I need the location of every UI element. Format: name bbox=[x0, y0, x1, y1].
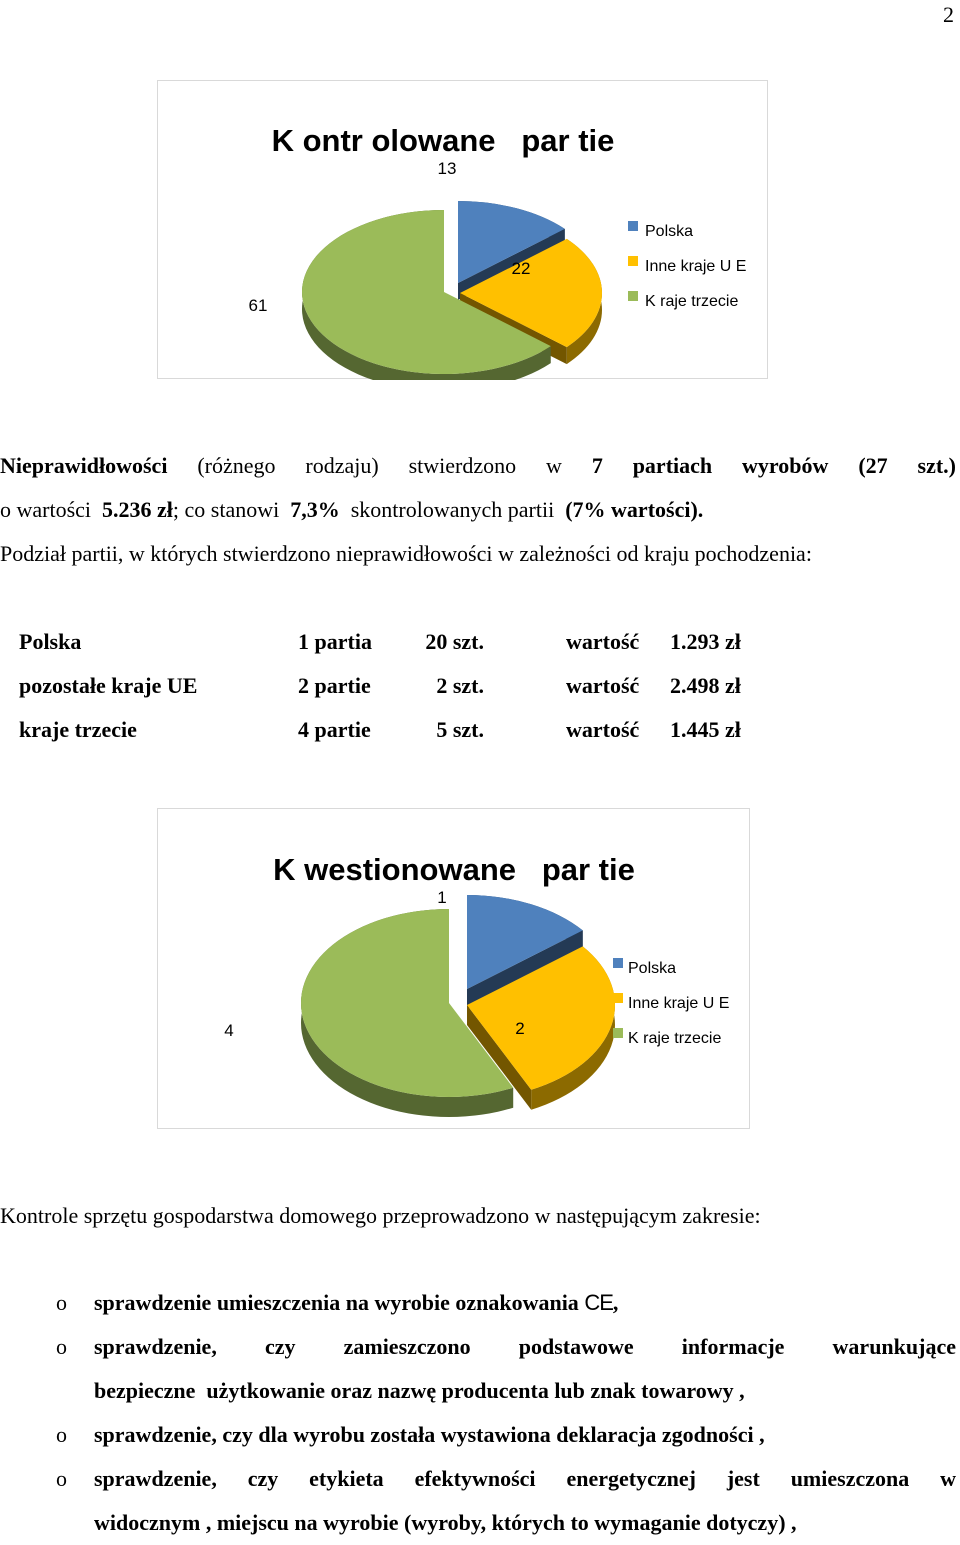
legend-label-kraje-trzecie: K raje trzecie bbox=[645, 293, 739, 310]
legend-label-inne-kraje-ue: Inne kraje U E bbox=[645, 258, 747, 275]
cell-country: Polska bbox=[19, 629, 82, 654]
ce-mark-icon: CE bbox=[584, 1290, 613, 1315]
legend-label-polska: Polska bbox=[645, 223, 694, 240]
list-item-text: , bbox=[612, 1290, 619, 1315]
scope-paragraph: Kontrole sprzętu gospodarstwa domowego przeprowadzono w następującym zakresie: bbox=[0, 1203, 761, 1228]
percent-value: (7% wartości). bbox=[565, 497, 704, 522]
para-word: Nieprawidłowości bbox=[0, 453, 168, 478]
data-label-inne-kraje-ue: 22 bbox=[511, 259, 531, 278]
chart-title: K westionowane par tie bbox=[273, 852, 635, 887]
para-text: ; co stanowi bbox=[172, 497, 280, 522]
list-item bbox=[0, 1281, 956, 1325]
cell-value-label: wartość bbox=[566, 717, 640, 742]
chart-questioned-parties-svg bbox=[158, 809, 751, 1130]
list-item bbox=[0, 1413, 956, 1457]
cell-parties: 4 partie bbox=[298, 717, 371, 742]
para-text: skontrolowanych partii bbox=[350, 497, 555, 522]
cell-value-label: wartość bbox=[566, 629, 640, 654]
legend-swatch-inne-kraje-ue bbox=[613, 993, 623, 1003]
percent-value: 7,3% bbox=[290, 497, 340, 522]
list-item bbox=[0, 1457, 956, 1545]
legend-swatch-polska bbox=[628, 221, 638, 231]
irregularities-paragraph bbox=[0, 444, 956, 576]
para-line-1 bbox=[0, 444, 956, 488]
data-label-inne-kraje-ue: 2 bbox=[515, 1019, 525, 1038]
cell-parties: 2 partie bbox=[298, 673, 371, 698]
legend-label-inne-kraje-ue: Inne kraje U E bbox=[628, 995, 730, 1012]
bullet-marker: o bbox=[56, 1290, 67, 1315]
pie-slices bbox=[302, 201, 602, 380]
legend-swatch-inne-kraje-ue bbox=[628, 256, 638, 266]
table-row bbox=[19, 664, 741, 708]
para-word: (27 szt.) bbox=[858, 453, 957, 478]
bullet-marker: o bbox=[56, 1466, 67, 1491]
pie-slices bbox=[301, 895, 615, 1117]
list-item bbox=[0, 1325, 956, 1413]
cell-country: pozostałe kraje UE bbox=[19, 673, 198, 698]
list-item-text: widocznym , miejscu na wyrobie (wyroby, których to wymaganie dotyczy) , bbox=[94, 1510, 797, 1535]
para-line-3: Podział partii, w których stwierdzono nieprawidłowości w zależności od kraju pochodzenia: bbox=[0, 541, 812, 566]
chart-controlled-parties-svg bbox=[158, 81, 769, 380]
para-word: (różnego bbox=[197, 453, 276, 478]
cell-parties: 1 partia bbox=[298, 629, 372, 654]
chart-questioned-parties bbox=[157, 808, 750, 1129]
chart-controlled-parties bbox=[157, 80, 768, 379]
legend-swatch-kraje-trzecie bbox=[613, 1028, 623, 1038]
list-item-text: sprawdzenie umieszczenia na wyrobie oznakowania bbox=[94, 1290, 579, 1315]
data-label-polska: 13 bbox=[437, 159, 457, 178]
legend-swatch-kraje-trzecie bbox=[628, 291, 638, 301]
list-item-text: sprawdzenie, czy dla wyrobu została wystawiona deklaracja zgodności , bbox=[94, 1422, 765, 1447]
cell-country: kraje trzecie bbox=[19, 717, 137, 742]
data-label-polska: 1 bbox=[437, 888, 447, 907]
data-label-kraje-trzecie: 4 bbox=[224, 1021, 234, 1040]
cell-pieces: 20 szt. bbox=[425, 629, 484, 654]
legend-label-kraje-trzecie: K raje trzecie bbox=[628, 1030, 722, 1047]
bullet-marker: o bbox=[56, 1422, 67, 1447]
chart-title: K ontr olowane par tie bbox=[271, 123, 615, 158]
table-row bbox=[19, 708, 741, 752]
para-word: w bbox=[546, 453, 562, 478]
checks-list bbox=[0, 1281, 956, 1545]
para-text: o wartości bbox=[0, 497, 92, 522]
para-line-2 bbox=[0, 488, 956, 532]
para-word: rodzaju) bbox=[305, 453, 379, 478]
cell-pieces: 2 szt. bbox=[436, 673, 484, 698]
cell-value: 1.293 zł bbox=[670, 629, 741, 654]
cell-value-label: wartość bbox=[566, 673, 640, 698]
list-item-text: bezpieczne użytkowanie oraz nazwę producenta lub znak towarowy , bbox=[94, 1378, 745, 1403]
cell-value: 2.498 zł bbox=[670, 673, 741, 698]
parties-by-country-table bbox=[19, 620, 741, 752]
cell-value: 1.445 zł bbox=[670, 717, 741, 742]
legend-swatch-polska bbox=[613, 958, 623, 968]
table-row bbox=[19, 620, 741, 664]
para-word: stwierdzono bbox=[408, 453, 517, 478]
value-total: 5.236 zł bbox=[102, 497, 173, 522]
list-item-text: sprawdzenie, czy zamieszczono podstawowe informacje warunkujące bbox=[94, 1334, 956, 1359]
cell-pieces: 5 szt. bbox=[436, 717, 484, 742]
page-number: 2 bbox=[943, 2, 954, 27]
bullet-marker: o bbox=[56, 1334, 67, 1359]
data-label-kraje-trzecie: 61 bbox=[248, 296, 268, 315]
list-item-text: sprawdzenie, czy etykieta efektywności energetycznej jest umieszczona w bbox=[94, 1466, 956, 1491]
para-word: 7 partiach wyrobów bbox=[591, 453, 829, 478]
legend-label-polska: Polska bbox=[628, 960, 677, 977]
